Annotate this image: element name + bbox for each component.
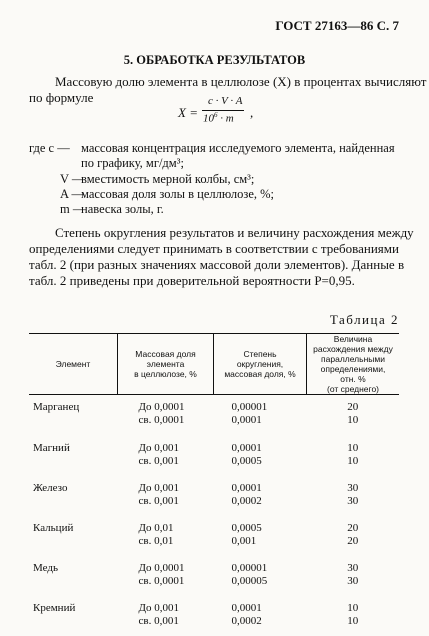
header-line: элемента	[118, 359, 213, 369]
cell-fraction	[118, 596, 214, 636]
cell-rounding-line: 0,0005	[232, 522, 307, 535]
cell-fraction-line: св. 0,001	[139, 615, 214, 628]
cell-difference	[307, 395, 400, 436]
cell-difference-line: 20	[307, 535, 400, 548]
header-line: Степень	[214, 349, 306, 359]
header-line: расхождения между	[307, 344, 399, 354]
header-rounding	[214, 334, 307, 395]
cell-rounding-line: 0,0001	[232, 482, 307, 495]
rounding-line: Степень округления результатов и величину расхождения между	[55, 224, 414, 241]
rounding-line: табл. 2 (при разных значениях массовой доли элементов). Данные в	[29, 256, 404, 273]
definition-symbol: A —	[60, 187, 84, 202]
header-line: в целлюлозе, %	[118, 369, 213, 379]
formula-numerator: c · V · A	[208, 95, 242, 107]
cell-difference-line: 10	[307, 414, 400, 427]
cell-fraction-line: До 0,001	[139, 442, 214, 455]
cell-difference-line: 20	[307, 401, 400, 414]
header-line: Массовая доля	[118, 349, 213, 359]
cell-difference-line: 30	[307, 575, 400, 588]
cell-rounding-line: 0,00005	[232, 575, 307, 588]
formula-fraction	[202, 95, 248, 127]
cell-element: Марганец	[29, 395, 118, 436]
table-title: Таблица 2	[330, 312, 399, 328]
cell-rounding-line: 0,0001	[232, 602, 307, 615]
formula-lhs: X =	[178, 105, 198, 120]
cell-difference	[307, 556, 400, 596]
header-line: отн. %	[307, 374, 399, 384]
cell-rounding-line: 0,00001	[232, 562, 307, 575]
table-body	[29, 395, 399, 636]
cell-fraction-line: св. 0,0001	[139, 575, 214, 588]
definition-symbol: где c —	[29, 141, 70, 156]
definition-text: вместимость мерной колбы, см³;	[81, 172, 254, 187]
cell-rounding	[214, 596, 307, 636]
formula	[178, 105, 198, 121]
den-exponent: 6	[214, 111, 218, 119]
cell-rounding-line: 0,0002	[232, 495, 307, 508]
cell-element: Магний	[29, 435, 118, 476]
rounding-line: определениями следует принимать в соответствии с требованиями	[29, 240, 399, 257]
table-row	[29, 435, 399, 476]
section-title: 5. ОБРАБОТКА РЕЗУЛЬТАТОВ	[0, 53, 429, 68]
definition-text: массовая доля золы в целлюлозе, %;	[81, 187, 274, 202]
cell-fraction-line: До 0,0001	[139, 562, 214, 575]
header-line: Элемент	[29, 359, 117, 369]
cell-fraction	[118, 476, 214, 516]
cell-fraction-line: До 0,0001	[139, 401, 214, 414]
page-header: ГОСТ 27163—86 С. 7	[275, 18, 399, 34]
intro-line-1: Массовую долю элемента в целлюлозе (X) в процентах вычисляют	[55, 73, 426, 90]
cell-difference	[307, 516, 400, 556]
cell-difference-line: 30	[307, 495, 400, 508]
header-line: параллельными	[307, 354, 399, 364]
cell-rounding	[214, 556, 307, 596]
cell-element: Медь	[29, 556, 118, 596]
header-line: Величина	[307, 334, 399, 344]
cell-fraction	[118, 435, 214, 476]
cell-rounding-line: 0,0001	[232, 442, 307, 455]
den-rest: · m	[218, 113, 234, 125]
definition-text: массовая концентрация исследуемого элемента, найденная	[81, 141, 395, 156]
header-line: определениями,	[307, 364, 399, 374]
header-element	[29, 334, 118, 395]
intro-line-2: по формуле	[29, 89, 93, 106]
table-row	[29, 556, 399, 596]
cell-fraction	[118, 516, 214, 556]
cell-fraction	[118, 395, 214, 436]
cell-difference-line: 30	[307, 482, 400, 495]
cell-difference	[307, 596, 400, 636]
cell-fraction-line: св. 0,001	[139, 495, 214, 508]
header-line: округления,	[214, 359, 306, 369]
cell-fraction	[118, 556, 214, 596]
definition-symbol: m —	[60, 202, 85, 217]
definition-text: навеска золы, г.	[81, 202, 164, 217]
definition-symbol: V —	[60, 172, 84, 187]
cell-rounding-line: 0,0002	[232, 615, 307, 628]
cell-rounding-line: 0,001	[232, 535, 307, 548]
cell-rounding	[214, 516, 307, 556]
formula-denominator	[203, 111, 234, 125]
cell-fraction-line: св. 0,0001	[139, 414, 214, 427]
cell-rounding	[214, 476, 307, 516]
rounding-line: табл. 2 приведены при доверительной вероятности P=0,95.	[29, 272, 355, 289]
cell-rounding-line: 0,00001	[232, 401, 307, 414]
table-header-row	[29, 334, 399, 395]
cell-element: Кремний	[29, 596, 118, 636]
cell-rounding-line: 0,0005	[232, 455, 307, 468]
header-fraction	[118, 334, 214, 395]
cell-rounding	[214, 435, 307, 476]
cell-fraction-line: св. 0,001	[139, 455, 214, 468]
cell-fraction-line: св. 0,01	[139, 535, 214, 548]
results-table	[29, 333, 399, 636]
header-line: (от среднего)	[307, 384, 399, 394]
definition-text: по графику, мг/дм³;	[81, 156, 184, 171]
table-row	[29, 476, 399, 516]
cell-difference-line: 10	[307, 442, 400, 455]
table-row	[29, 596, 399, 636]
cell-element: Железо	[29, 476, 118, 516]
cell-difference-line: 20	[307, 522, 400, 535]
cell-difference-line: 10	[307, 602, 400, 615]
table-row	[29, 395, 399, 436]
cell-difference-line: 10	[307, 455, 400, 468]
header-difference	[307, 334, 400, 395]
cell-fraction-line: До 0,001	[139, 602, 214, 615]
cell-difference	[307, 435, 400, 476]
den-base: 10	[203, 113, 214, 125]
cell-fraction-line: До 0,01	[139, 522, 214, 535]
cell-difference-line: 30	[307, 562, 400, 575]
cell-rounding	[214, 395, 307, 436]
cell-rounding-line: 0,0001	[232, 414, 307, 427]
header-line: массовая доля, %	[214, 369, 306, 379]
cell-difference	[307, 476, 400, 516]
cell-difference-line: 10	[307, 615, 400, 628]
formula-tail: ,	[250, 105, 253, 121]
table-row	[29, 516, 399, 556]
cell-element: Кальций	[29, 516, 118, 556]
cell-fraction-line: До 0,001	[139, 482, 214, 495]
